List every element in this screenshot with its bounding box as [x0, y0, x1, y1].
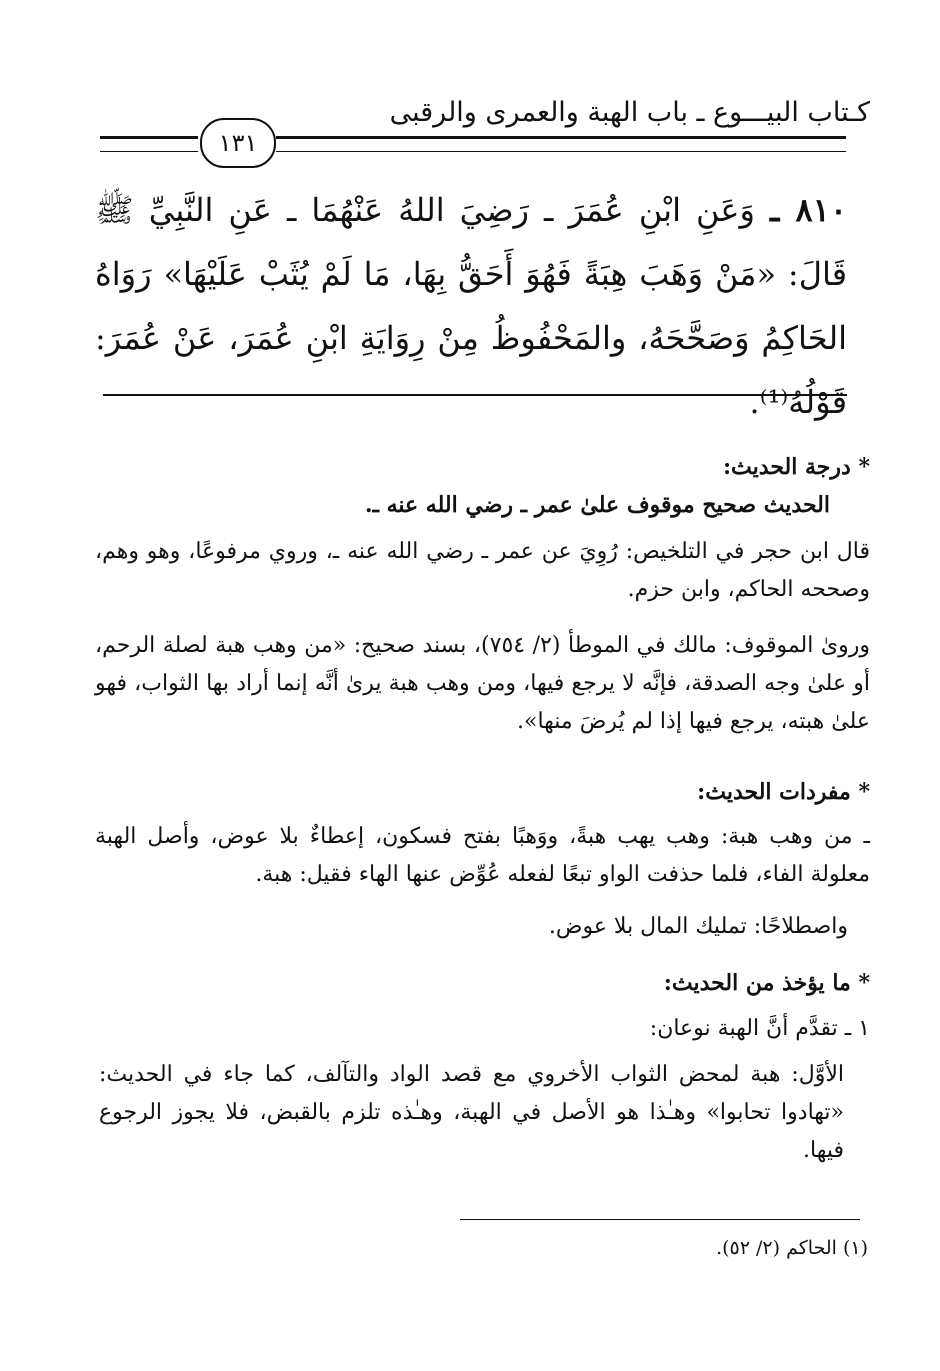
footnote-rule	[460, 1219, 860, 1220]
footnote: (١) الحاكم (٢/ ٥٢).	[716, 1237, 868, 1259]
hadith-divider	[103, 394, 847, 396]
section-heading-takeaways: * ما يؤخذ من الحديث:	[663, 970, 870, 996]
hadith-number: ٨١٠ ـ	[770, 191, 848, 229]
takeaways-paragraph-2: الأوَّل: هبة لمحض الثواب الأخروي مع قصد الواد والتآلف، كما جاء في الحديث: «تهادوا تحابوا» وهـٰذا هو الأصل في الهبة، وهـٰذه تلزم بالقبض، فلا يجوز الرجوع فيها.	[99, 1062, 844, 1163]
vocab-paragraph-1: ـ من وهب هبة: وهب يهب هبةً، ووَهبًا بفتح فسكون، إعطاءٌ بلا عوض، وأصل الهبة معلولة الفاء، فلما حذفت الواو تبعًا لفعله عُوِّض عنها الهاء فقيل: هبة.	[95, 824, 870, 887]
header-rule-left	[100, 136, 198, 152]
header-rule-right	[276, 136, 846, 152]
grade-verdict: الحديث صحيح موقوف علىٰ عمر ـ رضي الله عنه ـ.	[364, 492, 830, 518]
section-heading-grade: * درجة الحديث:	[722, 454, 870, 480]
page-number: ١٣١	[200, 118, 276, 168]
section-heading-vocab: * مفردات الحديث:	[697, 779, 870, 805]
running-title: كـتاب البيـــوع ـ باب الهبة والعمرى والرقبى	[389, 97, 870, 128]
takeaways-paragraph-1: ١ ـ تقدَّم أنَّ الهبة نوعان:	[649, 1016, 870, 1041]
vocab-paragraph-2: واصطلاحًا: تمليك المال بلا عوض.	[548, 914, 848, 939]
hadith-body: وَعَنِ ابْنِ عُمَرَ ـ رَضِيَ اللهُ عَنْهُمَا ـ عَنِ النَّبِيِّ ﷺ قَالَ: «مَنْ وَهَبَ هِبَةً فَهُوَ أَحَقُّ بِهَا، مَا لَمْ يُثَبْ عَلَيْهَا» رَوَاهُ الحَاكِمُ وَصَحَّحَهُ، والمَحْفُوظُ مِنْ رِوَايَةِ ابْنِ عُمَرَ، عَنْ عُمَرَ: قَوْلُهُ⁽¹⁾.	[95, 191, 847, 421]
grade-paragraph-2: ورویٰ الموقوف: مالك في الموطأ (٢/ ٧٥٤)، بسند صحيح: «من وهب هبة لصلة الرحم، أو علىٰ وجه الصدقة، فإنَّه لا يرجع فيها، ومن وهب هبة يرىٰ أنَّه إنما أراد بها الثواب، فهو علىٰ هبته، يرجع فيها إذا لم يُرضَ منها».	[95, 633, 871, 734]
grade-paragraph-1: قال ابن حجر في التلخيص: رُوِيَ عن عمر ـ رضي الله عنه ـ، وروي مرفوعًا، وهو وهم، وصححه الحاكم، وابن حزم.	[95, 539, 870, 602]
